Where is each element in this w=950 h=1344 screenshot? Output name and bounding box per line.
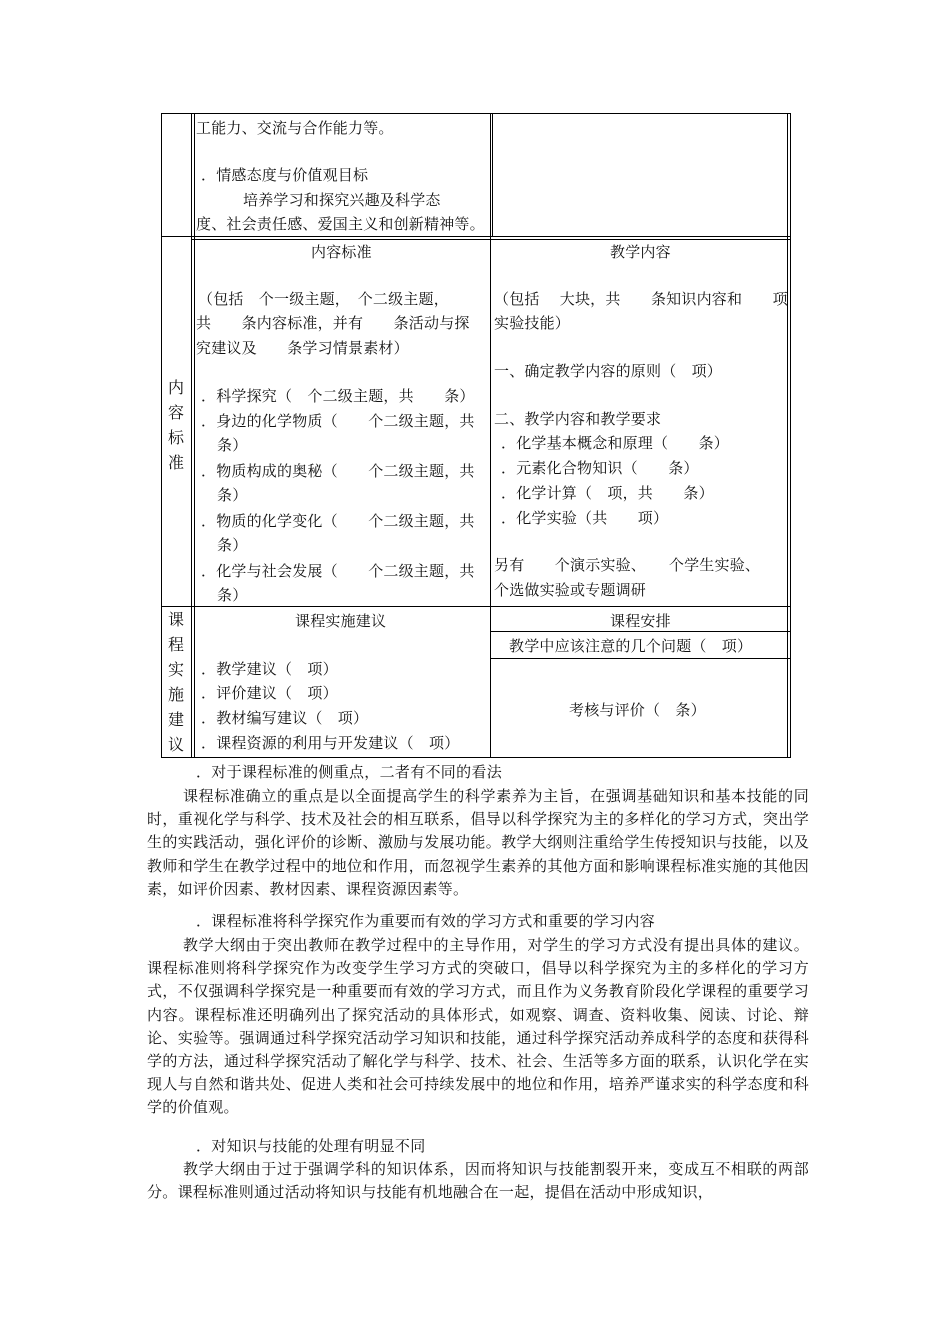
teaching-content-line: 二、教学内容和教学要求 [494,410,662,428]
assessment-cell: 考核与评价（ 条） [569,701,706,719]
teaching-content-line: 一、确定教学内容的原则（ 项） [494,362,723,380]
paragraph-2: 教学大纲由于突出教师在教学过程中的主导作用，对学生的学习方式没有提出具体的建议。课程标准则将科学探究作为改变学生学习方式的突破口，倡导以科学探究为主的多样化的学习方式，不仅强调科学探究是一种重要而有效的学习方式，而且作为义务教育阶段化学课程的重要学习内容。课程标准还明确列出了探究活动的具体形式，如观察、调查、资料收集、阅读、讨论、辩论、实验等。强调通过科学探究活动学习知识和技能，通过科学探究活动养成科学的态度和获得科学的方法，通过科学探究活动了解化学与科学、技术、社会、生活等多方面的联系，认识化学在实现人与自然和谐共处、促进人类和社会可持续发展中的地位和作用，培养严谨求实的科学态度和科学的价值观。 [147,936,809,1117]
table-border-right [790,113,791,758]
implementation-line: ．教材编写建议（ 项） [201,709,369,727]
row1-line-1: 工能力、交流与合作能力等。 [196,119,394,137]
course-arrangement-header: 课程安排 [610,612,671,630]
middle-column-divider [490,113,491,758]
content-standard-line: ．科学探究（ 个二级主题，共 条） [201,387,475,405]
section-heading-1: ．对于课程标准的侧重点，二者有不同的看法 [196,763,503,781]
paragraph-1: 课程标准确立的重点是以全面提高学生的科学素养为主旨，在强调基础知识和基本技能的同时，重视化学与科学、技术及社会的相互联系，倡导以科学探究为主的多样化的学习方式，突出学生的实践活动，强化评价的诊断、激励与发展功能。教学大纲则注重给学生传授知识与技能，以及教师和学生在教学过程中的地位和作用，而忽视学生素养的其他方面和影响课程标准实施的其他因素，如评价因素、教材因素、课程资源因素等。 [147,787,809,898]
content-standard-line: （包括 个一级主题， 个二级主题， [198,290,449,308]
content-standard-line: ．物质的化学变化（ 个二级主题，共 [201,512,475,530]
implementation-line: ．课程资源的利用与开发建议（ 项） [201,734,460,752]
row-divider-1 [161,236,791,237]
row1-line-3: 培养学习和探究兴趣及科学态 [243,191,441,209]
section-heading-3: ．对知识与技能的处理有明显不同 [196,1137,426,1155]
paragraph-3: 教学大纲由于过于强调学科的知识体系，因而将知识与技能割裂开来，变成互不相联的两部分。课程标准则通过活动将知识与技能有机地融合在一起，提倡在活动中形成知识， [147,1160,809,1202]
table-border-bottom [161,757,791,758]
implementation-line: ．教学建议（ 项） [201,660,338,678]
content-standard-side-label: 内容标准 [167,378,184,472]
implementation-side-label: 课程实施建议 [167,610,184,754]
teaching-content-line: 实验技能） [494,314,571,332]
teaching-content-header: 教学内容 [610,243,671,261]
row1-line-2: ．情感态度与价值观目标 [201,166,369,184]
side-column-divider [191,113,192,758]
section-heading-2: ．课程标准将科学探究作为重要而有效的学习方式和重要的学习内容 [196,912,656,930]
teaching-content-line: 另有 个演示实验、 个学生实验、 [494,556,761,574]
row-divider-1b [191,239,791,240]
content-standard-line: ．物质构成的奥秘（ 个二级主题，共 [201,462,475,480]
teaching-content-line: ．化学基本概念和原理（ 条） [501,434,730,452]
content-standard-line: ．化学与社会发展（ 个二级主题，共 [201,562,475,580]
teaching-content-line: 个选做实验或专题调研 [494,581,647,599]
content-standard-line: 共 条内容标准，并有 条活动与探 [196,314,470,332]
comparison-table [161,113,791,758]
side-column-divider-inner [194,113,195,758]
teaching-content-line: ．化学实验（共 项） [501,509,669,527]
table-border-top [161,113,791,114]
content-standard-line: 条） [217,436,248,454]
content-standard-header: 内容标准 [311,243,372,261]
row-divider-2 [161,606,791,607]
right-subrow-divider-2 [490,658,791,659]
row1-line-4: 度、社会责任感、爱国主义和创新精神等。 [196,215,485,233]
content-standard-line: ．身边的化学物质（ 个二级主题，共 [201,412,475,430]
implementation-header: 课程实施建议 [295,612,387,630]
content-standard-line: 条） [217,586,248,604]
content-standard-line: 究建议及 条学习情景素材） [196,339,409,357]
content-standard-line: 条） [217,536,248,554]
teaching-content-line: ．元素化合物知识（ 条） [501,459,699,477]
middle-column-divider-inner [492,113,493,237]
teaching-content-line: ．化学计算（ 项，共 条） [501,484,714,502]
teaching-content-line: （包括 大块，共 条知识内容和 项 [494,290,788,308]
implementation-line: ．评价建议（ 项） [201,684,338,702]
teaching-issues-cell: 教学中应该注意的几个问题（ 项） [509,637,753,655]
table-border-right-inner [787,113,788,758]
content-standard-line: 条） [217,486,248,504]
